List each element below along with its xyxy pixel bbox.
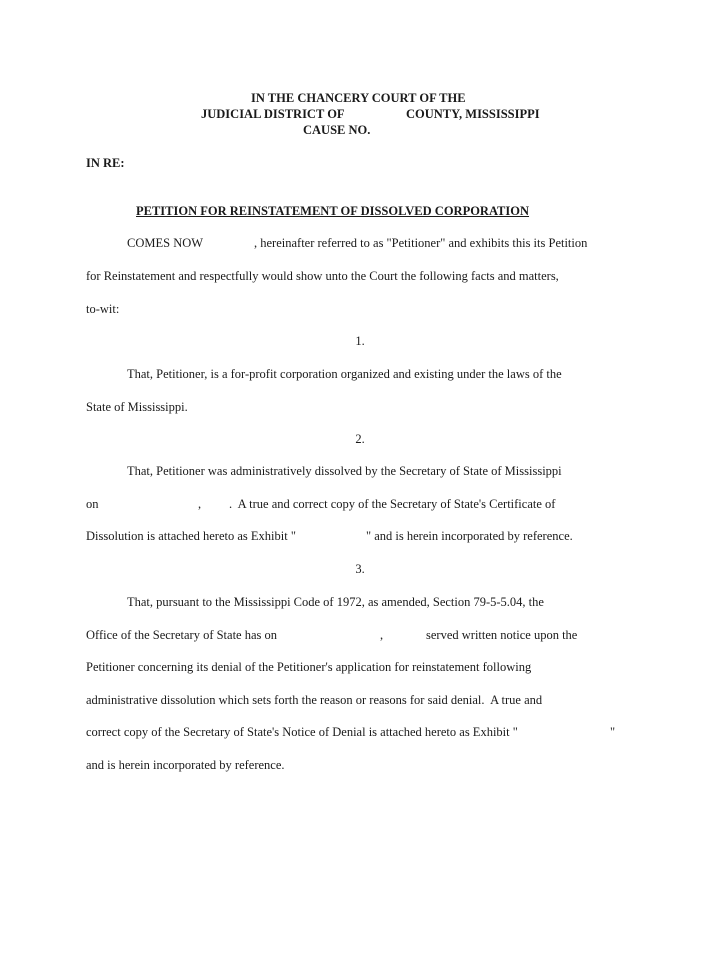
section2-line3b: " and is herein incorporated by reference. [366, 529, 573, 543]
section3-line3: Petitioner concerning its denial of the Petitioner's application for reinstatement following [86, 660, 532, 674]
section2-line1: That, Petitioner was administratively dissolved by the Secretary of State of Mississippi [127, 464, 562, 478]
intro-comes-now: COMES NOW [127, 236, 204, 250]
court-heading: IN THE CHANCERY COURT OF THE [251, 91, 466, 105]
section2-line2: . A true and correct copy of the Secretary of State's Certificate of [229, 497, 556, 511]
section1-line2: State of Mississippi. [86, 400, 188, 414]
section3-comma: , [380, 628, 384, 642]
section3-line1: That, pursuant to the Mississippi Code of 1972, as amended, Section 79-5-5.04, the [127, 595, 544, 609]
section2-on: on [86, 497, 99, 511]
section3-line5b: " [610, 725, 616, 739]
cause-number-label: CAUSE NO. [303, 123, 371, 137]
section3-line2a: Office of the Secretary of State has on [86, 628, 278, 642]
section3-line6: and is herein incorporated by reference. [86, 758, 285, 772]
section-number-3: 3. [355, 562, 365, 576]
section2-comma: , [198, 497, 202, 511]
section3-line4: administrative dissolution which sets forth the reason or reasons for said denial. A true and [86, 693, 543, 707]
section3-line2c: served written notice upon the [426, 628, 578, 642]
section1-line1: That, Petitioner, is a for-profit corporation organized and existing under the laws of the [127, 367, 562, 381]
judicial-district-label: JUDICIAL DISTRICT OF [201, 107, 345, 121]
section-number-1: 1. [355, 334, 365, 348]
section3-line5a: correct copy of the Secretary of State's Notice of Denial is attached hereto as Exhibit " [86, 725, 518, 739]
county-label: COUNTY, MISSISSIPPI [406, 107, 540, 121]
document-title: PETITION FOR REINSTATEMENT OF DISSOLVED CORPORATION [136, 204, 530, 218]
section-number-2: 2. [355, 432, 365, 446]
intro-line3: to-wit: [86, 302, 120, 316]
section2-line3a: Dissolution is attached hereto as Exhibit " [86, 529, 296, 543]
intro-line1: , hereinafter referred to as "Petitioner" and exhibits this its Petition [254, 236, 588, 250]
intro-line2: for Reinstatement and respectfully would show unto the Court the following facts and matters, [86, 269, 559, 283]
in-re-label: IN RE: [86, 156, 125, 170]
